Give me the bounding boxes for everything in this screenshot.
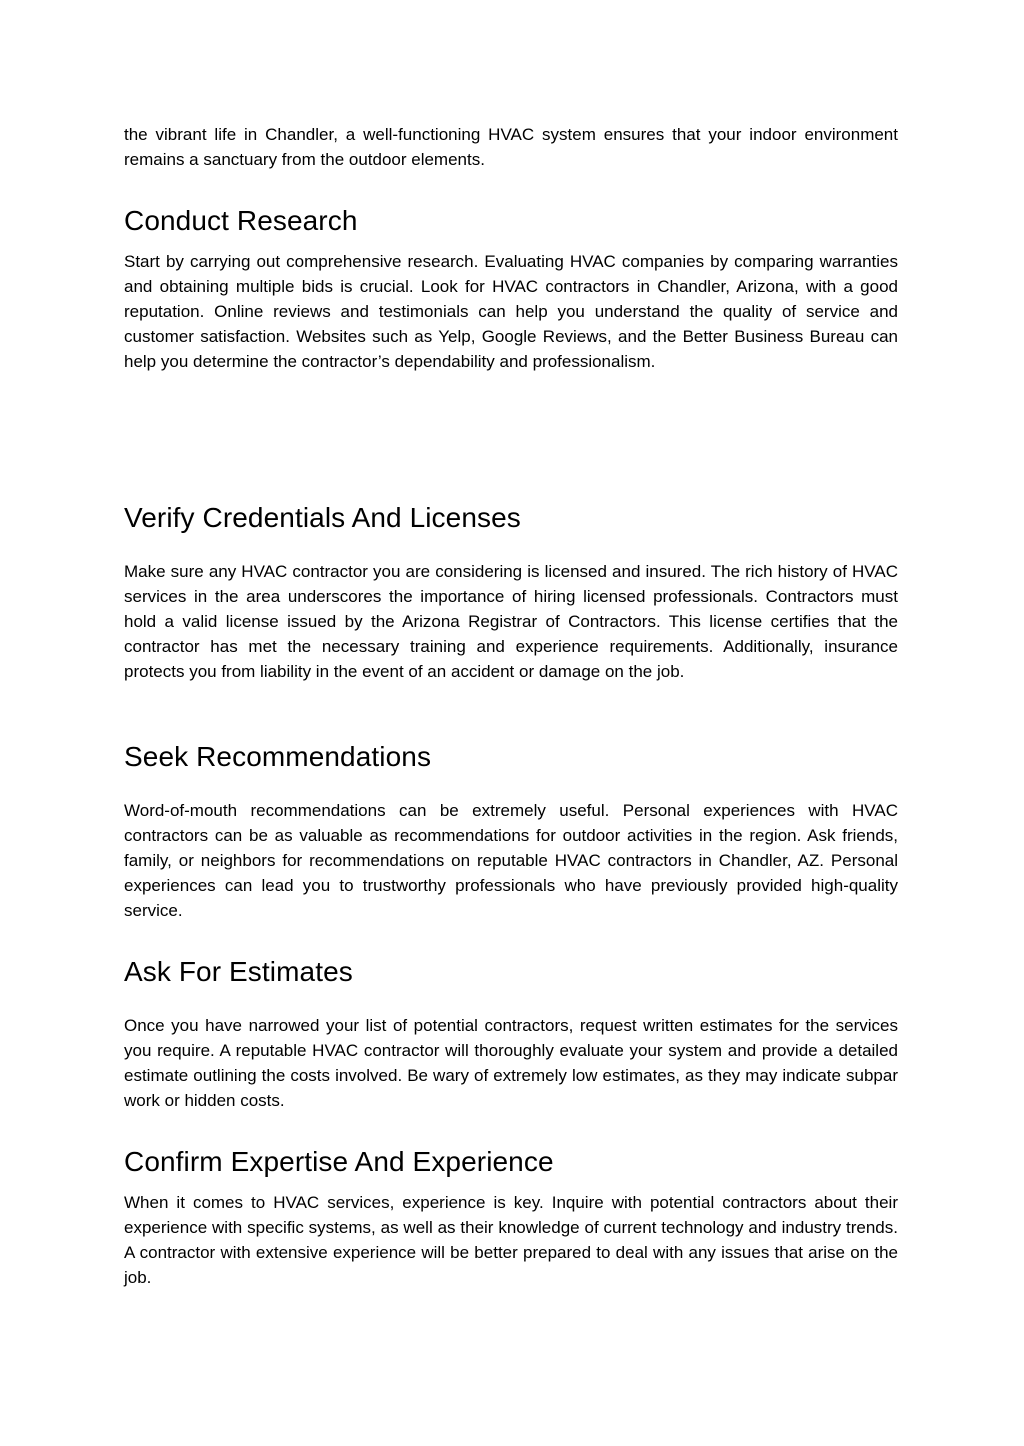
section-heading-conduct-research: Conduct Research bbox=[124, 205, 358, 236]
intro-paragraph: the vibrant life in Chandler, a well-functioning HVAC system ensures that your indoor environment remains a sanctuary from the outdoor elements. bbox=[124, 125, 898, 169]
section-heading-confirm-expertise: Confirm Expertise And Experience bbox=[124, 1146, 554, 1177]
section-body-ask-for-estimates: Once you have narrowed your list of potential contractors, request written estimates for the services you require. A reputable HVAC contractor will thoroughly evaluate your system and provide a detailed estimate outlining the costs involved. Be wary of extremely low estimates, as they may indicate subpar work or hidden costs. bbox=[124, 1016, 898, 1110]
section-body-seek-recommendations: Word-of-mouth recommendations can be extremely useful. Personal experiences with HVAC contractors can be as valuable as recommendations for outdoor activities in the region. Ask friends, family, or neighbors for recommendations on reputable HVAC contractors in Chandler, AZ. Personal experiences can lead you to trustworthy professionals who have previously provided high-quality service. bbox=[124, 801, 898, 920]
section-heading-ask-for-estimates: Ask For Estimates bbox=[124, 956, 353, 987]
section-heading-verify-credentials: Verify Credentials And Licenses bbox=[124, 502, 521, 533]
section-body-conduct-research: Start by carrying out comprehensive research. Evaluating HVAC companies by comparing warranties and obtaining multiple bids is crucial. Look for HVAC contractors in Chandler, Arizona, with a good reputation. Online reviews and testimonials can help you understand the quality of service and customer satisfaction. Websites such as Yelp, Google Reviews, and the Better Business Bureau can help you determine the contractor’s dependability and professionalism. bbox=[124, 252, 898, 371]
section-heading-seek-recommendations: Seek Recommendations bbox=[124, 741, 432, 772]
section-body-verify-credentials: Make sure any HVAC contractor you are considering is licensed and insured. The rich history of HVAC services in the area underscores the importance of hiring licensed professionals. Contractors must hold a valid license issued by the Arizona Registrar of Contractors. This license certifies that the contractor has met the necessary training and experience requirements. Additionally, insurance protects you from liability in the event of an accident or damage on the job. bbox=[124, 562, 898, 681]
section-body-confirm-expertise: When it comes to HVAC services, experience is key. Inquire with potential contractors about their experience with specific systems, as well as their knowledge of current technology and industry trends. A contractor with extensive experience will be better prepared to deal with any issues that arise on the job. bbox=[124, 1193, 898, 1287]
